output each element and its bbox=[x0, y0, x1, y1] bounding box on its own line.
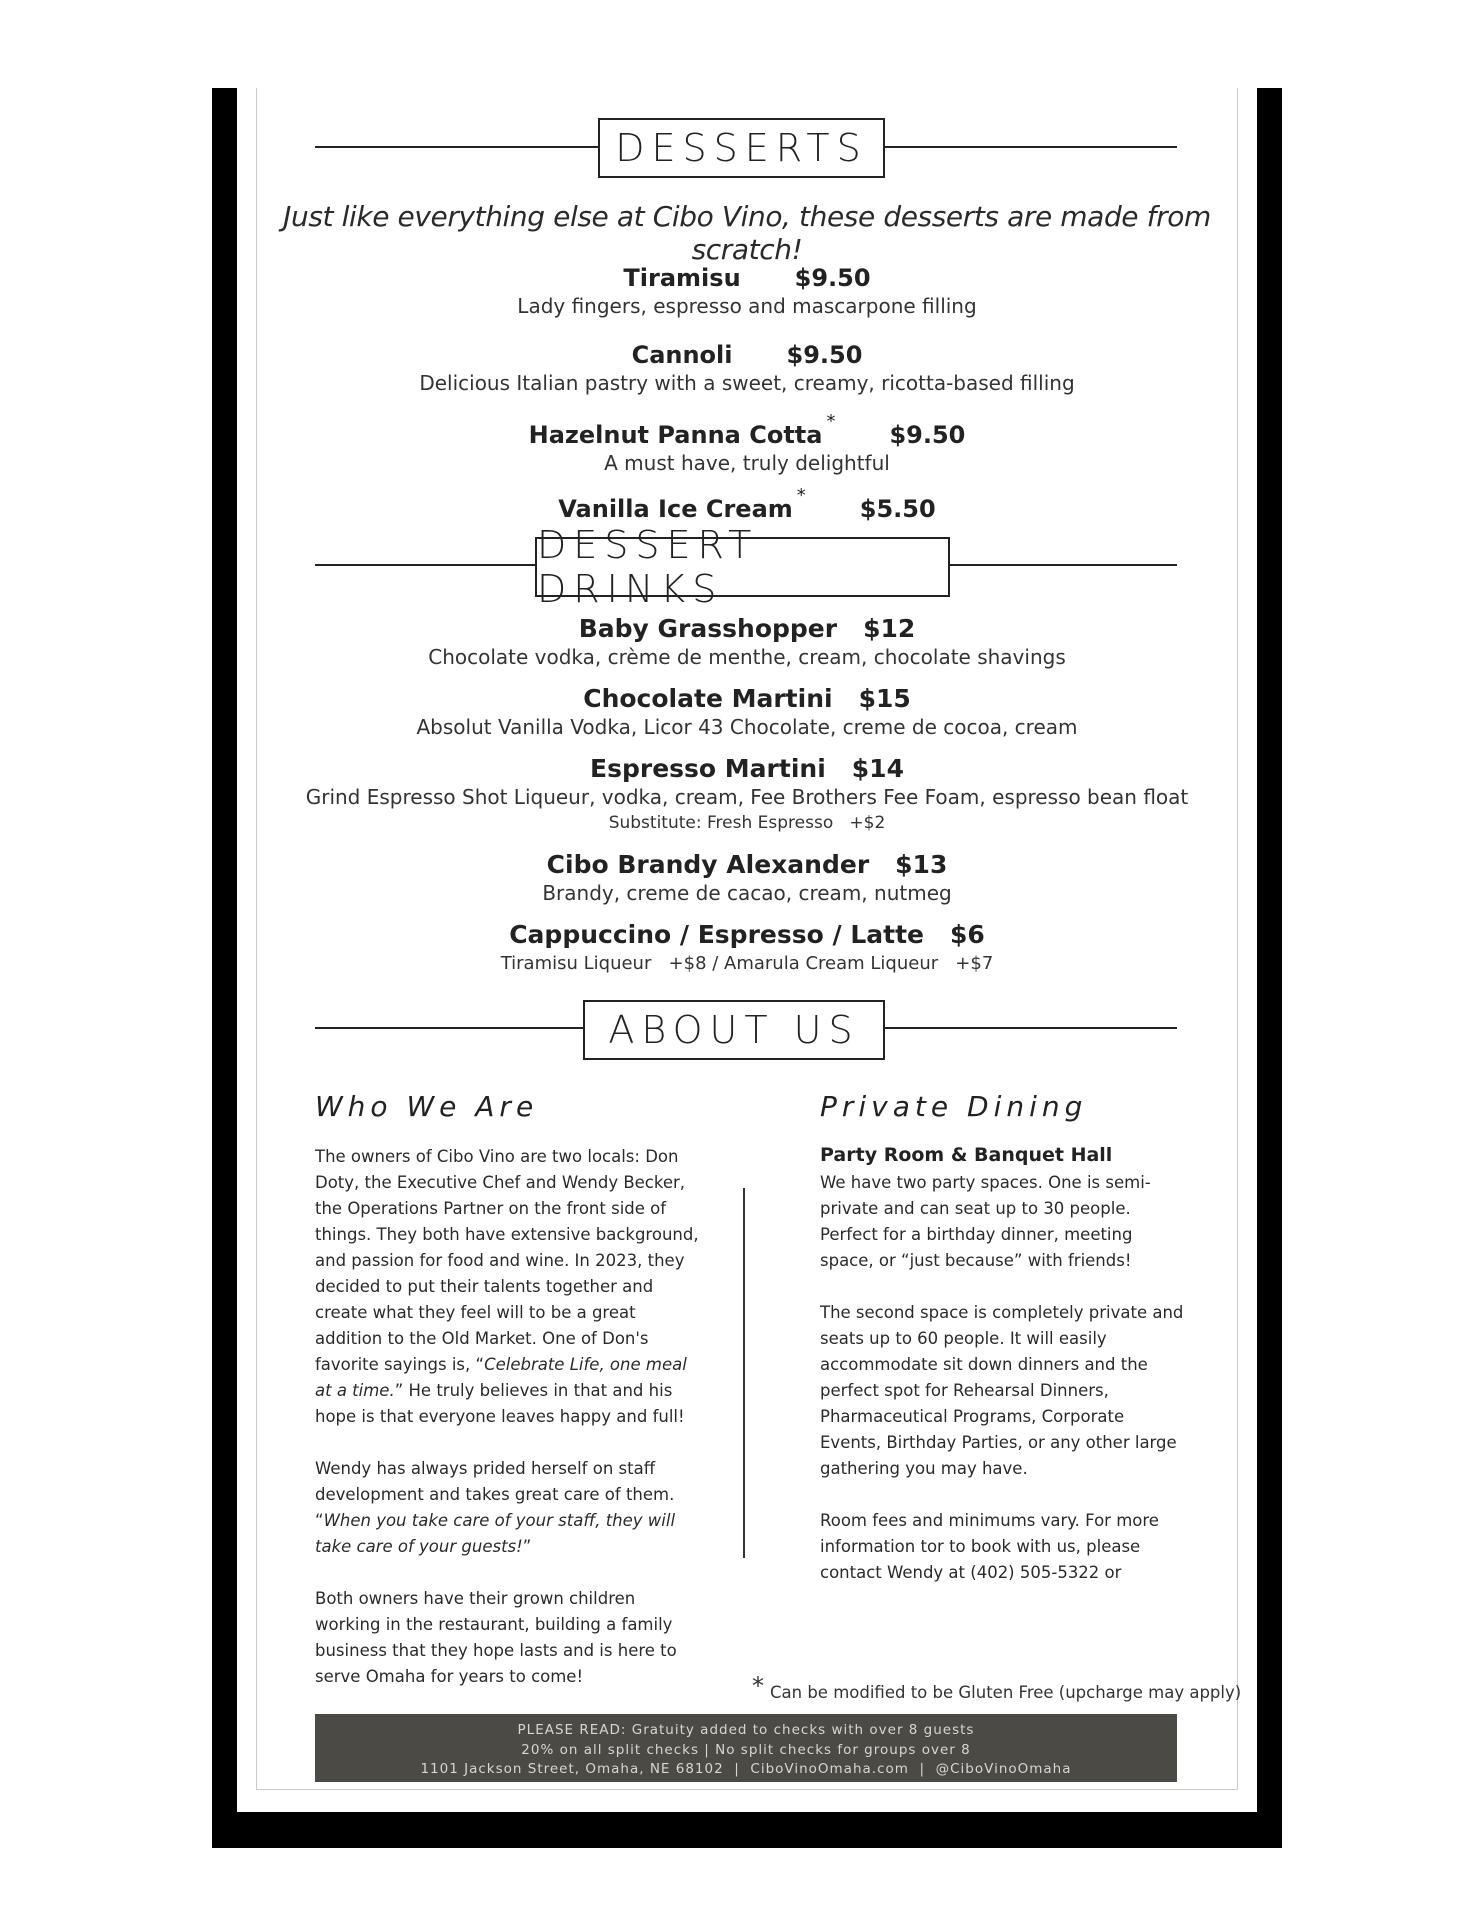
footer-line: 20% on all split checks | No split checks for groups over 8 bbox=[521, 1741, 971, 1758]
footer-line: 1101 Jackson Street, Omaha, NE 68102 | CiboVinoOmaha.com | @CiboVinoOmaha bbox=[420, 1761, 1072, 1777]
divider-line bbox=[315, 564, 535, 566]
item-name: Vanilla Ice Cream bbox=[558, 495, 793, 523]
item-note: Tiramisu Liqueur +$8 / Amarula Cream Liqueur +$7 bbox=[500, 953, 994, 974]
item-name: Cappuccino / Espresso / Latte bbox=[509, 920, 924, 949]
asterisk: * bbox=[752, 1672, 764, 1700]
item-description: Lady fingers, espresso and mascarpone filling bbox=[517, 294, 977, 318]
item-description: Absolut Vanilla Vodka, Licor 43 Chocolate, creme de cocoa, cream bbox=[416, 715, 1078, 739]
item-price: $14 bbox=[851, 754, 904, 783]
dessert-item bbox=[237, 411, 1257, 475]
item-description: Chocolate vodka, crème de menthe, cream, chocolate shavings bbox=[428, 645, 1066, 669]
note-text: Can be modified to be Gluten Free (upcharge may apply) bbox=[770, 1683, 1242, 1702]
item-description: Delicious Italian pastry with a sweet, creamy, ricotta-based filling bbox=[419, 371, 1075, 395]
paragraph: Both owners have their grown children working in the restaurant, building a family business that they hope lasts and is here to serve Omaha for years to come! bbox=[315, 1589, 677, 1686]
item-description: Brandy, creme de cacao, cream, nutmeg bbox=[542, 881, 952, 905]
drink-item bbox=[237, 754, 1257, 833]
item-price: $6 bbox=[950, 920, 985, 949]
paragraph: Room fees and minimums vary. For more information tor to book with us, please contact Wendy at (402) 505-5322 or bbox=[820, 1511, 1159, 1582]
divider-line bbox=[950, 564, 1177, 566]
quote: Celebrate Life, one meal at a time. bbox=[315, 1355, 687, 1400]
item-name: Cibo Brandy Alexander bbox=[546, 850, 870, 879]
footer-banner bbox=[315, 1714, 1177, 1782]
gluten-free-asterisk: * bbox=[826, 411, 836, 432]
item-name: Espresso Martini bbox=[590, 754, 826, 783]
dessert-drinks-heading: DESSERT DRINKS bbox=[535, 537, 950, 597]
quote: When you take care of your staff, they will take care of your guests! bbox=[315, 1511, 676, 1556]
desserts-tagline: Just like everything else at Cibo Vino, these desserts are made from scratch! bbox=[283, 200, 1211, 266]
text-span: ” bbox=[522, 1537, 532, 1556]
drink-item bbox=[237, 614, 1257, 669]
paragraph bbox=[315, 1144, 705, 1430]
paragraph: We have two party spaces. One is semi-private and can seat up to 30 people. Perfect for a birthday dinner, meeting space, or “just because” with friends! bbox=[820, 1173, 1151, 1270]
item-description: Grind Espresso Shot Liqueur, vodka, cream, Fee Brothers Fee Foam, espresso bean float bbox=[305, 785, 1189, 809]
drink-item bbox=[237, 684, 1257, 739]
gluten-free-note bbox=[752, 1672, 1242, 1704]
divider-line bbox=[315, 146, 598, 148]
drink-item bbox=[237, 920, 1257, 974]
item-name: Hazelnut Panna Cotta bbox=[528, 421, 823, 449]
text-span: The owners of Cibo Vino are two locals: Don Doty, the Executive Chef and Wendy Becker, the Operations Partner on the front side of things. They both have extensive background, and passion for food and wine. In 2023, they decided to put their talents together and create what they feel will to be a great addition to the Old Market. One of Don's favorite sayings is, “ bbox=[315, 1147, 699, 1374]
item-price: $15 bbox=[858, 684, 911, 713]
item-name: Baby Grasshopper bbox=[578, 614, 838, 643]
item-description: A must have, truly delightful bbox=[604, 451, 890, 475]
paragraph bbox=[315, 1456, 705, 1560]
item-price: $9.50 bbox=[889, 421, 966, 449]
private-dining-title: Private Dining bbox=[820, 1090, 1088, 1123]
divider-line bbox=[315, 1027, 583, 1029]
desserts-heading: DESSERTS bbox=[598, 118, 885, 178]
private-dining-text bbox=[820, 1142, 1185, 1612]
item-price: $12 bbox=[863, 614, 916, 643]
item-name: Chocolate Martini bbox=[583, 684, 833, 713]
drink-item bbox=[237, 850, 1257, 905]
who-we-are-text bbox=[315, 1144, 705, 1716]
party-room-subtitle: Party Room & Banquet Hall bbox=[820, 1144, 1113, 1166]
item-note: Substitute: Fresh Espresso +$2 bbox=[608, 813, 886, 833]
item-name: Tiramisu bbox=[623, 264, 741, 292]
divider-line bbox=[885, 1027, 1177, 1029]
text-span: ” He truly believes in that and his hope is that everyone leaves happy and full! bbox=[315, 1381, 685, 1426]
footer-line: PLEASE READ: Gratuity added to checks with over 8 guests bbox=[517, 1722, 975, 1738]
about-us-heading: ABOUT US bbox=[583, 1000, 885, 1060]
dessert-item bbox=[237, 264, 1257, 318]
item-price: $5.50 bbox=[859, 495, 936, 523]
item-price: $13 bbox=[895, 850, 948, 879]
dessert-item bbox=[237, 341, 1257, 395]
item-name: Cannoli bbox=[631, 341, 733, 369]
divider-line bbox=[885, 146, 1177, 148]
paragraph: The second space is completely private and seats up to 60 people. It will easily accommodate sit down dinners and the perfect spot for Rehearsal Dinners, Pharmaceutical Programs, Corporate Events, Birthday Parties, or any other large gathering you may have. bbox=[820, 1303, 1184, 1478]
item-price: $9.50 bbox=[786, 341, 863, 369]
who-we-are-title: Who We Are bbox=[315, 1090, 539, 1123]
item-price: $9.50 bbox=[794, 264, 871, 292]
gluten-free-asterisk: * bbox=[796, 485, 806, 506]
dessert-item bbox=[237, 485, 1257, 523]
text-span: Wendy has always prided herself on staff development and takes great care of them. “ bbox=[315, 1459, 675, 1530]
column-divider bbox=[743, 1188, 745, 1558]
